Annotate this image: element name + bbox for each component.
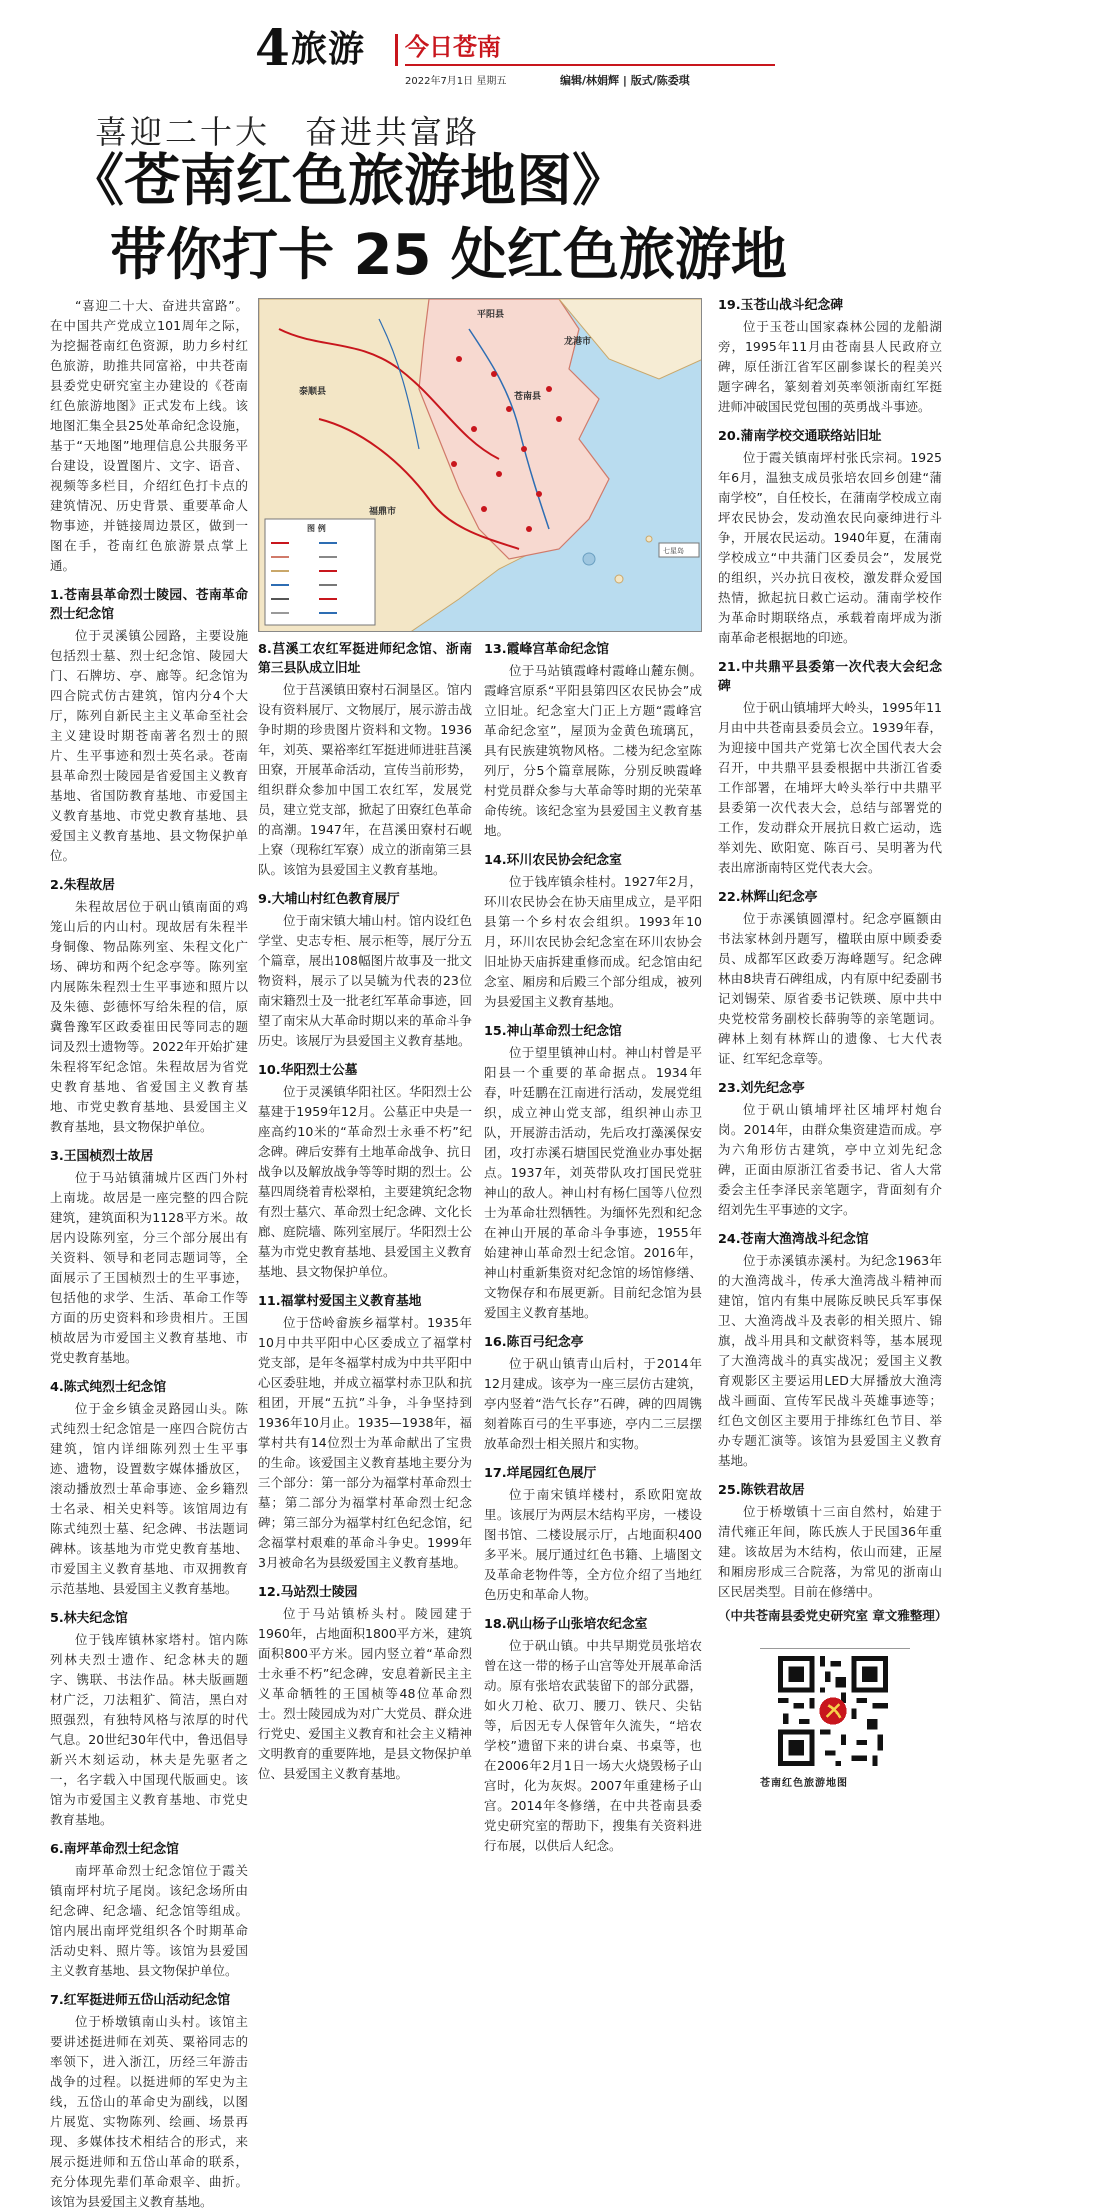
site-body: 位于莒溪镇田寮村石洞垦区。馆内设有资料展厅、文物展厅，展示游击战争时期的珍贵图片资料和文物。1936年，刘英、粟裕率红军挺进师进驻莒溪田寮，开展革命活动，宣传当前形势，组织群众参加中国工农红军，发展党员，建立党支部，掀起了田寮红色革命的高潮。1947年，在莒溪田寮村石岘上寮（现称红军寮）成立的浙南第三县队。该馆为县爱国主义教育基地。 [258,682,472,877]
site-title: 19.玉苍山战斗纪念碑 [718,298,844,313]
place-label: 龙港市 [564,337,592,347]
site-body: 位于矾山镇。中共早期党员张培农曾在这一带的杨子山宫等处开展革命活动。原有张培农武装留下的部分武器，如火刀枪、砍刀、腰刀、铁尺、尖钻等，后因无专人保管年久流失，“培农学校”遗留下来的讲台桌、书桌等，也在2006年2月1日一场大火烧毁杨子山宫时，化为灰烬。2007年重建杨子山宫。2014年冬修缮，在中共苍南县委党史研究室的帮助下，搜集有关资料进行布展，以供后人纪念。 [484,1638,702,1853]
page-number: 4 [255,18,290,77]
site-body: 位于钱库镇林家塔村。馆内陈列林夫烈士遗作、纪念林夫的题字、镌联、书法作品。林夫版画题材广泛，刀法粗犷、简洁，黑白对照强烈，有独特风格与浓厚的时代气息。20世纪30年代中，鲁迅倡导新兴木刻运动，林夫是先驱者之一，名字载入中国现代版画史。该馆为市爱国主义教育基地、市党史教育基地。 [50,1632,248,1827]
map-legend [265,519,375,625]
site-title: 18.矾山杨子山张培农纪念室 [484,1617,648,1632]
article-column-4 [718,296,948,1626]
site-title: 7.红军挺进师五岱山活动纪念馆 [50,1993,231,2008]
headline-kicker: 喜迎二十大 奋进共富路 [95,113,481,151]
site-title: 13.霞峰宫革命纪念馆 [484,642,610,657]
site-body: 位于马站镇霞峰村霞峰山麓东侧。霞峰宫原系“平阳县第四区农民协会”成立旧址。纪念室大门正上方题“霞峰宫革命纪念室”，屋顶为金黄色琉璃瓦，具有民族建筑物风格。二楼为纪念室陈列厅，分5个篇章展陈，分别反映霞峰村党员群众参与大革命等时期的光荣革命传统。该纪念室为县爱国主义教育基地。 [484,663,702,838]
qr-code-graphic [778,1656,888,1766]
site-title: 6.南坪革命烈士纪念馆 [50,1842,179,1857]
headline-line-2: 带你打卡 25 处红色旅游地 [110,223,787,288]
site-body: 位于玉苍山国家森林公园的龙船湖旁，1995年11月由苍南县人民政府立碑，原任浙江省军区副参谋长的程美兴题字碑名，篆刻着刘英率领浙南红军挺进师冲破国民党包围的英勇战斗事迹。 [718,319,942,414]
place-label: 平阳县 [477,310,505,320]
site-title: 11.福掌村爱国主义教育基地 [258,1294,422,1309]
site-title: 22.林辉山纪念亭 [718,890,818,905]
site-body: 南坪革命烈士纪念馆位于霞关镇南坪村坑子尾岗。该纪念场所由纪念碑、纪念墙、纪念馆等组成。馆内展出南坪党组织各个时期革命活动史料、照片等。该馆为县爱国主义教育基地、县文物保护单位。 [50,1863,248,1978]
site-body: 位于南宋镇垟楼村，系欧阳宽故里。该展厅为两层木结构平房，一楼设图书馆、二楼设展示厅，占地面积400多平米。展厅通过红色书籍、上墙图文及革命老物件等，全方位介绍了当地红色历史和革命人物。 [484,1487,702,1602]
site-title: 17.垟尾园红色展厅 [484,1466,597,1481]
site-title: 20.蒲南学校交通联络站旧址 [718,429,882,444]
site-body: 位于霞关镇南坪村张氏宗祠。1925年6月，温独支成员张培农回乡创建“蒲南学校”，自任校长，在蒲南学校成立南坪农民协会，发动渔农民向豪绅进行斗争，开展农民运动。1940年夏，在蒲南学校成立“中共蒲门区委员会”，发展党的组织，兴办抗日夜校，激发群众爱国热情，掀起抗日救亡运动。蒲南学校作为革命时期联络点，承载着南坪成为浙南革命老根据地的印迹。 [718,450,942,645]
site-title: 15.神山革命烈士纪念馆 [484,1024,622,1039]
headline-line-1: 《苍南红色旅游地图》 [68,149,628,214]
legend-title: 图 例 [307,524,326,533]
issue-date: 2022年7月1日 星期五 [405,76,507,87]
site-body: 位于灵溪镇华阳社区。华阳烈士公墓建于1959年12月。公墓正中央是一座高约10米的“革命烈士永垂不朽”纪念碑。碑后安葬有土地革命战争、抗日战争以及解放战争等等时期的烈士。公墓四周绕着青松翠柏，主要建筑纪念物有烈士墓穴、革命烈士纪念碑、文化长廊、庭院墙、陈列室展厅。华阳烈士公墓为市党史教育基地、县爱国主义教育基地、县文物保护单位。 [258,1084,472,1279]
site-title: 4.陈式纯烈士纪念馆 [50,1380,167,1395]
site-body: 位于马站镇蒲城片区西门外村上南垅。故居是一座完整的四合院建筑，建筑面积为1128平方米。故居内设陈列室，分三个部分展出有关资料、领导和老同志题词等，全面展示了王国桢烈士的生平事迹，包括他的求学、生活、革命工作等方面的历史资料和珍贵相片。王国桢故居为市爱国主义教育基地、市党史教育基地。 [50,1170,248,1365]
map-graphic [259,299,702,632]
article-column-2 [258,640,472,1784]
masthead-divider [395,34,398,66]
site-title: 12.马站烈士陵园 [258,1585,358,1600]
site-body: 位于矾山镇埔坪社区埔坪村炮台岗。2014年，由群众集资建造而成。亭为六角形仿古建筑，亭中立刘先纪念碑，正面由原浙江省委书记、省人大常委会主任李泽民亲笔题字，背面刻有介绍刘先生平事迹的文字。 [718,1102,942,1217]
site-body: 位于赤溪镇赤溪村。为纪念1963年的大渔湾战斗，传承大渔湾战斗精神而建馆，馆内有集中展陈反映民兵军事保卫、大渔湾战斗及表彰的相关照片、锦旗，战斗用具和文献资料等，基本展现了大渔湾战斗的真实战况；爱国主义教育观影区主要运用LED大屏播放大渔湾战斗画面、宣传军民战斗英雄事迹等；红色文创区主要用于排练红色节目、举办专题汇演等。该馆为县爱国主义教育基地。 [718,1253,942,1468]
site-body: 位于桥墩镇南山头村。该馆主要讲述挺进师在刘英、粟裕同志的率领下，进入浙江，历经三年游击战争的过程。以挺进师的军史为主线，五岱山的革命史为副线，以图片展览、实物陈列、绘画、场景再现、多媒体技术相结合的形式，来展示挺进师和五岱山革命的联系，充分体现先辈们革命艰辛、曲折。该馆为县爱国主义教育基地。 [50,2014,248,2209]
site-title: 14.环川农民协会纪念室 [484,853,622,868]
article-column-1 [50,296,248,2212]
site-title: 3.王国桢烈士故居 [50,1149,154,1164]
qr-code[interactable] [778,1656,888,1766]
site-body: 位于桥墩镇十三亩自然村，始建于清代雍正年间，陈氏族人于民国36年重建。该故居为木结构，依山而建，正屋和厢房形成三合院落，为常见的浙南山区民居类型。目前在修缮中。 [718,1504,942,1599]
scale-box [659,543,699,557]
site-body: 位于矾山镇青山后村，于2014年12月建成。该亭为一座三层仿古建筑，亭内竖着“浩气长存”石碑，碑的四周镌刻着陈百弓的生平事迹，亭内二三层摆放革命烈士相关照片和实物。 [484,1356,702,1451]
divider [760,1648,910,1649]
article-credit: （中共苍南县委党史研究室 章文雅整理） [718,1608,948,1623]
editor-credits: 编辑/林娟辉 | 版式/陈委琪 [560,74,690,87]
site-body: 朱程故居位于矾山镇南面的鸡笼山后的内山村。现故居有朱程半身铜像、物品陈列室、朱程文化广场、碑坊和两个纪念亭等。陈列室内展陈朱程烈士生平事迹和照片以及朱德、彭德怀写给朱程的信，原冀鲁豫军区政委崔田民等同志的题词及烈士遗物等。2022年开始扩建朱程将军纪念馆。朱程故居为省党史教育基地、省爱国主义教育基地、市党史教育基地、县爱国主义教育基地，县文物保护单位。 [50,899,248,1134]
place-label: 苍南县 [514,392,542,402]
site-body: 位于望里镇神山村。神山村曾是平阳县一个重要的革命据点。1934年春，叶廷鹏在江南进行活动，发展党组织，成立神山党支部，组织神山赤卫队，开展游击活动，先后攻打藻溪保安团，攻打赤溪石塘国民党渔业办事处据点。1937年，刘英带队攻打国民党驻神山的敌人。神山村有杨仁国等八位烈士为革命壮烈牺牲。为缅怀先烈和纪念在神山开展的革命斗争事迹，1955年始建神山革命烈士纪念馆。2016年，神山村重新集资对纪念馆的场馆修缮、文物保存和布展更新。目前纪念馆为县爱国主义教育基地。 [484,1045,702,1320]
site-body: 位于赤溪镇圆潭村。纪念亭匾额由书法家林剑丹题写，楹联由原中顾委委员、成都军区政委万海峰题写。纪念碑林由8块青石碑组成，内有原中纪委副书记刘锡荣、原省委书记铁瑛、原中共中央党校常务副校长薛驹等的亲笔题词。碑林上刻有林辉山的遗像、七大代表证、红军纪念章等。 [718,911,942,1066]
site-body: 位于岱岭畲族乡福掌村。1935年10月中共平阳中心区委成立了福掌村党支部，是年冬福掌村成为中共平阳中心区委驻地，并成立福掌村赤卫队和抗租团，开展“五抗”斗争，斗争坚持到1936年10月止。1935—1938年，福掌村共有14位烈士为革命献出了宝贵的生命。该爱国主义教育基地主要分为三个部分：第一部分为福掌村革命烈士墓；第二部分为福掌村革命烈士纪念碑；第三部分为福掌村红色纪念馆，纪念福掌村艰难的革命斗争史。1999年3月被命名为县级爱国主义教育基地。 [258,1315,472,1570]
place-label: 泰顺县 [299,387,327,397]
site-body: 位于马站镇桥头村。陵园建于1960年，占地面积1800平方米，建筑面积800平方米。园内竖立着“革命烈士永垂不朽”纪念碑，安息着新民主主义革命牺牲的王国桢等48位革命烈士。烈士陵园成为对广大党员、群众进行党史、爱国主义教育和社会主义精神文明教育的重要阵地，是县文物保护单位、县爱国主义教育基地。 [258,1606,472,1781]
site-title: 25.陈铁君故居 [718,1483,805,1498]
site-title: 1.苍南县革命烈士陵园、苍南革命烈士纪念馆 [50,588,248,622]
site-title: 24.苍南大渔湾战斗纪念馆 [718,1232,869,1247]
brand-title: 今日苍南 [405,33,501,61]
site-body: 位于金乡镇金灵路园山头。陈式纯烈士纪念馆是一座四合院仿古建筑，馆内详细陈列烈士生平事迹、遗物，设置数字媒体播放区，滚动播放烈士革命事迹、金乡籍烈士名录、相关史料等。该馆周边有陈式纯烈士墓、纪念碑、书法题词碑林。该基地为市党史教育基地、市爱国主义教育基地、市双拥教育示范基地、县爱国主义教育基地。 [50,1401,248,1596]
site-title: 5.林夫纪念馆 [50,1611,128,1626]
site-title: 21.中共鼎平县委第一次代表大会纪念碑 [718,660,942,694]
site-title: 23.刘先纪念亭 [718,1081,805,1096]
section-name: 旅游 [291,29,366,70]
site-title: 9.大埔山村红色教育展厅 [258,892,400,907]
site-body: 位于南宋镇大埔山村。馆内设红色学堂、史志专柜、展示柜等，展厅分五个篇章，展出108幅图片故事及一批文物资料，展示了以吴毓为代表的23位南宋籍烈士及一批老红军革命事迹，回望了南宋从大革命时期以来的革命斗争历史。该展厅为县爱国主义教育基地。 [258,913,472,1048]
site-title: 10.华阳烈士公墓 [258,1063,358,1078]
site-body: 位于钱库镇余桂村。1927年2月，环川农民协会在协天庙里成立，是平阳县第一个乡村农会组织。1993年10月，环川农民协会纪念室在环川农协会旧址协天庙拆建重修而成。纪念馆由纪念室、厢房和后殿三个部分组成，被列为县爱国主义教育基地。 [484,874,702,1009]
place-label: 福鼎市 [369,507,397,517]
site-body: 位于灵溪镇公园路，主要设施包括烈士墓、烈士纪念馆、陵园大门、石牌坊、亭、廊等。纪念馆为四合院式仿古建筑，馆内分4个大厅，陈列自新民主主义革命至社会主义建设时期苍南著名烈士的照片、生平事迹和烈士英名录。苍南县革命烈士陵园是省爱国主义教育基地、省国防教育基地、市爱国主义教育基地、市党史教育基地、县爱国主义教育基地、县文物保护单位。 [50,628,248,863]
intro-paragraph: “喜迎二十大、奋进共富路”。在中国共产党成立101周年之际，为挖掘苍南红色资源，助力乡村红色旅游，助推共同富裕，中共苍南县委党史研究室主办建设的《苍南红色旅游地图》正式发布上线。该地图汇集全县25处革命纪念设施，基于“天地图”地理信息公共服务平台建设，设置图片、文字、语音、视频等多栏目，介绍红色打卡点的建筑情况、历史背景、重要革命人物事迹，并链接周边景区，做到一图在手，苍南红色旅游景点掌上通。 [50,298,248,573]
masthead [255,18,835,87]
site-title: 8.莒溪工农红军挺进师纪念馆、浙南第三县队成立旧址 [258,642,472,676]
site-body: 位于矾山镇埔坪大岭头，1995年11月由中共苍南县委员会立。1939年春，为迎接中国共产党第七次全国代表大会召开，中共鼎平县委根据中共浙江省委工作部署，在埔坪大岭头举行中共鼎平县委第一次代表大会，总结与部署党的工作，发动群众开展抗日救亡运动，选举刘先、欧阳宽、陈百弓、吴明著为代表出席浙南特区党代表大会。 [718,700,942,875]
scale-label: 七星岛 [663,547,684,555]
site-title: 16.陈百弓纪念亭 [484,1335,584,1350]
site-title: 2.朱程故居 [50,878,115,893]
red-tourism-map [258,298,702,632]
article-column-3 [484,640,702,1856]
qr-caption: 苍南红色旅游地图 [760,1778,848,1789]
masthead-rule [405,64,775,66]
